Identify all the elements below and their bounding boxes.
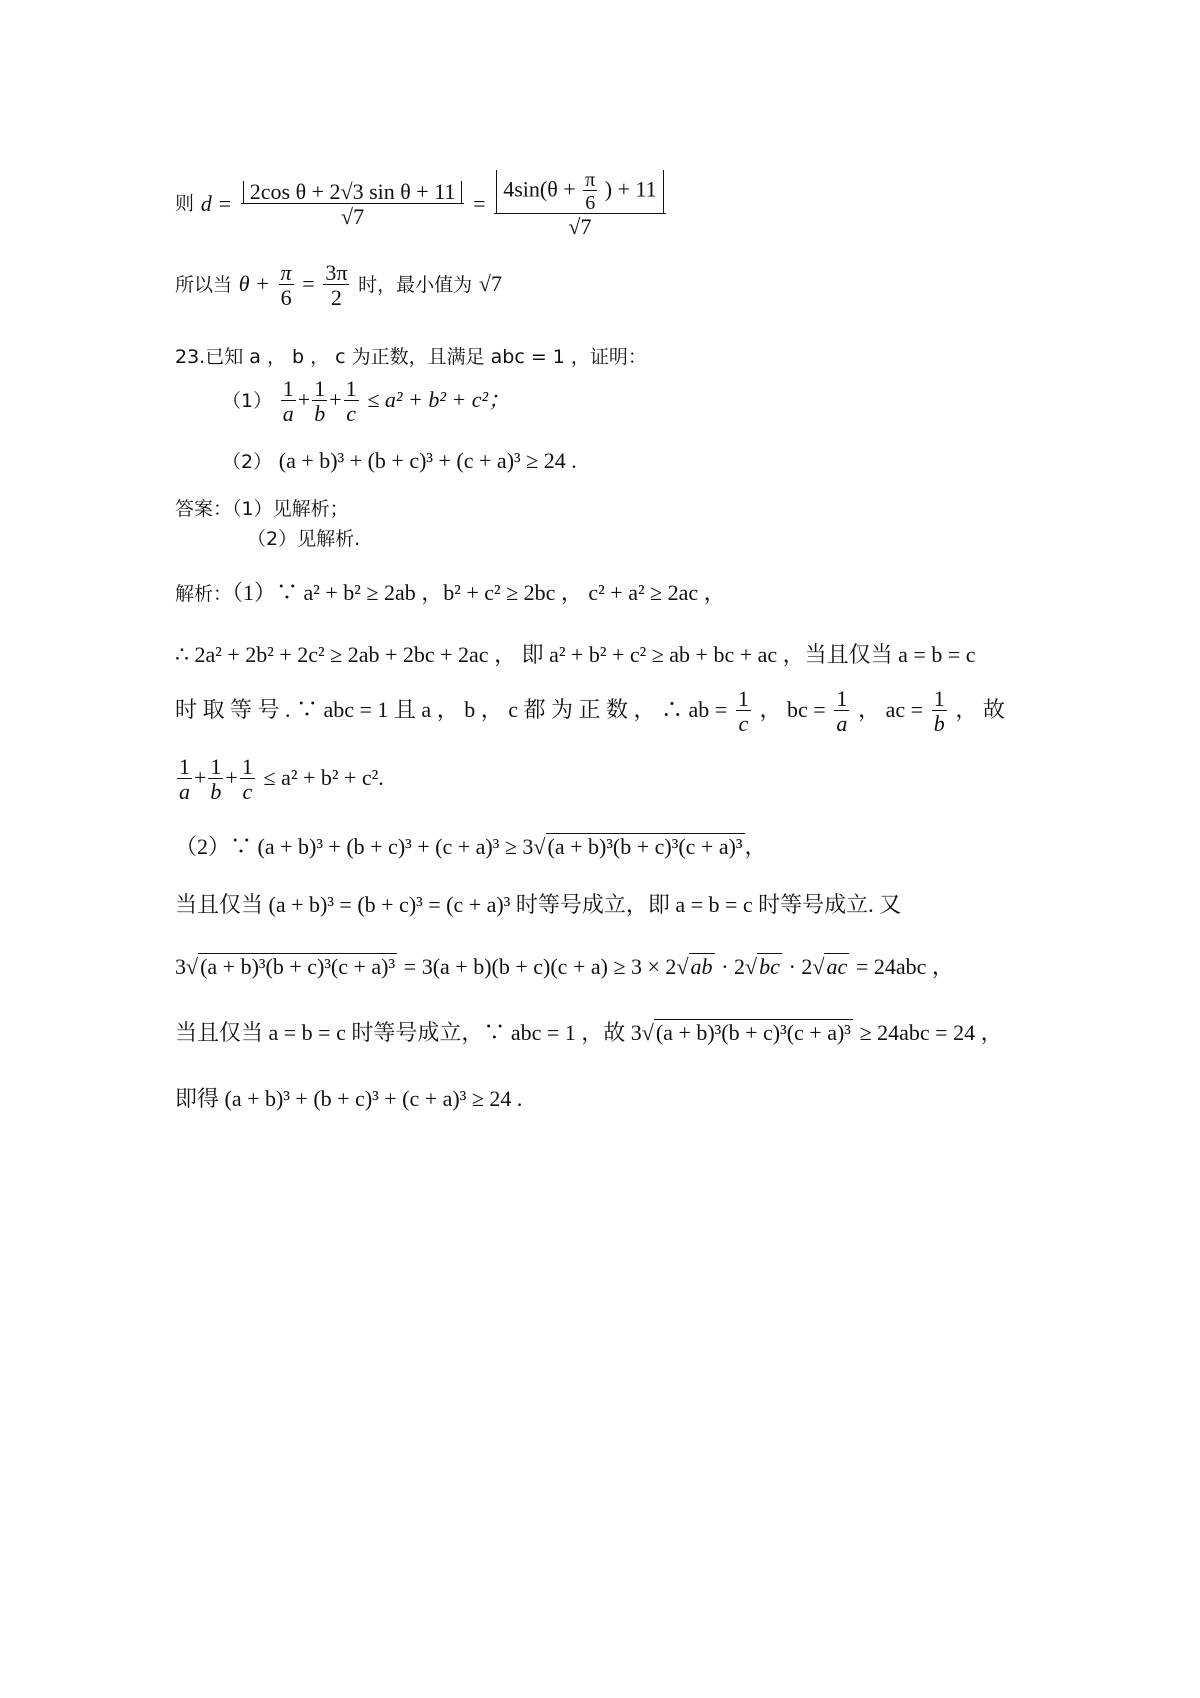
- answer-label: 答案：: [175, 498, 233, 520]
- one: 1: [836, 686, 848, 711]
- cube-root-3: √(a + b)³(b + c)³(c + a)³: [641, 1020, 851, 1045]
- cube-root-1: √(a + b)³(b + c)³(c + a)³: [533, 834, 743, 859]
- sqrt-ab: √ab: [676, 954, 713, 979]
- abs-numerator-1: 2cos θ + 2√3 sin θ + 11: [243, 181, 463, 203]
- answer-1: （1）见解析；: [232, 498, 349, 520]
- sol7-b: = 3(a + b)(b + c)(c + a) ≥ 3 × 2: [403, 954, 677, 979]
- solution-label: 解析：: [175, 583, 233, 605]
- solution-line-9: 即得 (a + b)³ + (b + c)³ + (c + a)³ ≥ 24 .: [175, 1086, 523, 1111]
- sol7-end: = 24abc ，: [855, 954, 954, 979]
- six-den: 6: [279, 284, 294, 309]
- b: b: [314, 401, 326, 426]
- sqrt-bc: √bc: [745, 954, 780, 979]
- a: a: [282, 401, 294, 426]
- denominator-1: √7: [241, 203, 465, 228]
- one: 1: [933, 686, 945, 711]
- a: a: [179, 779, 190, 804]
- radicand-2: (a + b)³(b + c)³(c + a)³: [200, 954, 396, 979]
- frac-1-b: [312, 378, 327, 425]
- one: 1: [210, 754, 222, 779]
- distance-formula-line: [175, 170, 668, 238]
- frac-1-a-4: [177, 756, 192, 803]
- pi-over-six: [583, 170, 597, 213]
- frac-1-a-sol: [834, 688, 849, 735]
- cube-root-2: √(a + b)³(b + c)³(c + a)³: [186, 954, 396, 979]
- b: b: [933, 711, 945, 736]
- 3pi-2-fraction: [323, 262, 349, 309]
- sol7-a: 3: [175, 954, 186, 979]
- sol7-dot1: · 2: [721, 954, 746, 979]
- frac-1-b-4: [208, 756, 223, 803]
- var-d: d =: [200, 191, 233, 216]
- sol5-end: ，: [744, 834, 767, 859]
- frac-1-c-sol: [736, 688, 751, 735]
- sol3-d: ， 故: [955, 697, 1005, 722]
- q1-rest: ≤ a² + b² + c²；: [367, 387, 511, 412]
- solution-line-2: ∴ 2a² + 2b² + 2c² ≥ 2ab + 2bc + 2ac ， 即 a² + b² + c² ≥ ab + bc + ac ，当且仅当 a = b = c: [175, 642, 976, 667]
- sol3-c: ， ac =: [858, 697, 924, 722]
- one: 1: [345, 376, 357, 401]
- one: 1: [737, 686, 749, 711]
- sqrt7: √7: [478, 271, 502, 296]
- sol8-a: 当且仅当 a = b = c 时等号成立，∵ abc = 1 ，故 3: [175, 1020, 642, 1045]
- solution-1: （1）∵ a² + b² ≥ 2ab ，b² + c² ≥ 2bc ， c² + a² ≥ 2ac ，: [232, 580, 726, 605]
- question-part-1: （1） $\frac{1}{a}$ + $\frac{1}{b}$ + $\frac{1}{c}$ ≤ a² + b² + c²；: [222, 376, 511, 426]
- frac-1-a: [281, 378, 296, 425]
- sol4-end: ≤ a² + b² + c².: [263, 765, 384, 790]
- abs-numerator-2: [496, 170, 663, 213]
- rad-ac: ac: [826, 954, 848, 979]
- pi: π: [585, 169, 596, 191]
- c: c: [344, 400, 359, 425]
- sol3-a: 时 取 等 号 . ∵ abc = 1 且 a ， b ， c 都 为 正 数 ， ∴ ab =: [175, 697, 728, 722]
- sol8-end: ≥ 24abc = 24 ，: [859, 1020, 1003, 1045]
- six: 6: [583, 190, 597, 213]
- radicand-3: (a + b)³(b + c)³(c + a)³: [655, 1020, 851, 1045]
- text-min: 时，最小值为: [358, 274, 473, 296]
- answer-line-1: [175, 500, 349, 519]
- c: c: [240, 778, 255, 803]
- sol7-dot2: · 2: [788, 954, 813, 979]
- radicand-1: (a + b)³(b + c)³(c + a)³: [547, 834, 743, 859]
- solution-line-8: [175, 1022, 1003, 1044]
- minimum-line: [175, 262, 502, 309]
- pi-6-fraction: [279, 262, 294, 309]
- solution-line-5: [175, 836, 767, 858]
- rad-bc: bc: [759, 954, 780, 979]
- denominator-2: √7: [494, 213, 665, 238]
- num2-part-a: 4sin(θ +: [503, 176, 576, 202]
- solution-line-6: 当且仅当 (a + b)³ = (b + c)³ = (c + a)³ 时等号成立，即 a = b = c 时等号成立. 又: [175, 892, 902, 917]
- fraction-2: [494, 170, 665, 238]
- one: 1: [282, 376, 294, 401]
- frac-1-b-sol: [932, 688, 947, 735]
- solution-line-3: [175, 688, 1005, 735]
- rad-ab: ab: [690, 954, 713, 979]
- three-pi: 3π: [325, 260, 348, 285]
- a: a: [836, 711, 848, 736]
- pi-num: π: [280, 260, 292, 285]
- solution-line-1: [175, 582, 726, 604]
- q2-expr: (a + b)³ + (b + c)³ + (c + a)³ ≥ 24 .: [278, 448, 577, 473]
- fraction-1: [241, 178, 465, 229]
- c: c: [736, 710, 751, 735]
- sol5: （2）∵ (a + b)³ + (b + c)³ + (c + a)³ ≥ 3: [175, 834, 534, 859]
- text-suoyi: 所以当: [175, 274, 233, 296]
- question-part-2: [222, 450, 577, 472]
- one: 1: [314, 376, 326, 401]
- num2-part-b: ) + 11: [604, 176, 657, 202]
- question-23: 23.已知 a ， b ， c 为正数，且满足 abc = 1 ，证明：: [175, 346, 647, 368]
- equals-sign: =: [473, 191, 486, 216]
- solution-line-4: $\frac{1}{a}$ + $\frac{1}{b}$ + $\frac{1}{c}$ ≤ a² + b² + c².: [179, 754, 384, 804]
- one: 1: [179, 754, 190, 779]
- answer-line-2: （2）见解析.: [247, 528, 361, 550]
- frac-1-c-4: [240, 756, 255, 803]
- theta-plus: θ +: [238, 271, 270, 296]
- frac-1-c: [344, 378, 359, 425]
- q1-label: （1）: [222, 390, 273, 412]
- b: b: [210, 779, 222, 804]
- eq2: =: [302, 271, 315, 296]
- solution-line-7: [175, 956, 954, 978]
- one: 1: [241, 754, 253, 779]
- sol3-b: ， bc =: [759, 697, 826, 722]
- two-den: 2: [323, 284, 349, 309]
- q2-label: （2）: [222, 451, 273, 473]
- sqrt-ac: √ac: [812, 954, 848, 979]
- text-ze: 则: [175, 192, 195, 215]
